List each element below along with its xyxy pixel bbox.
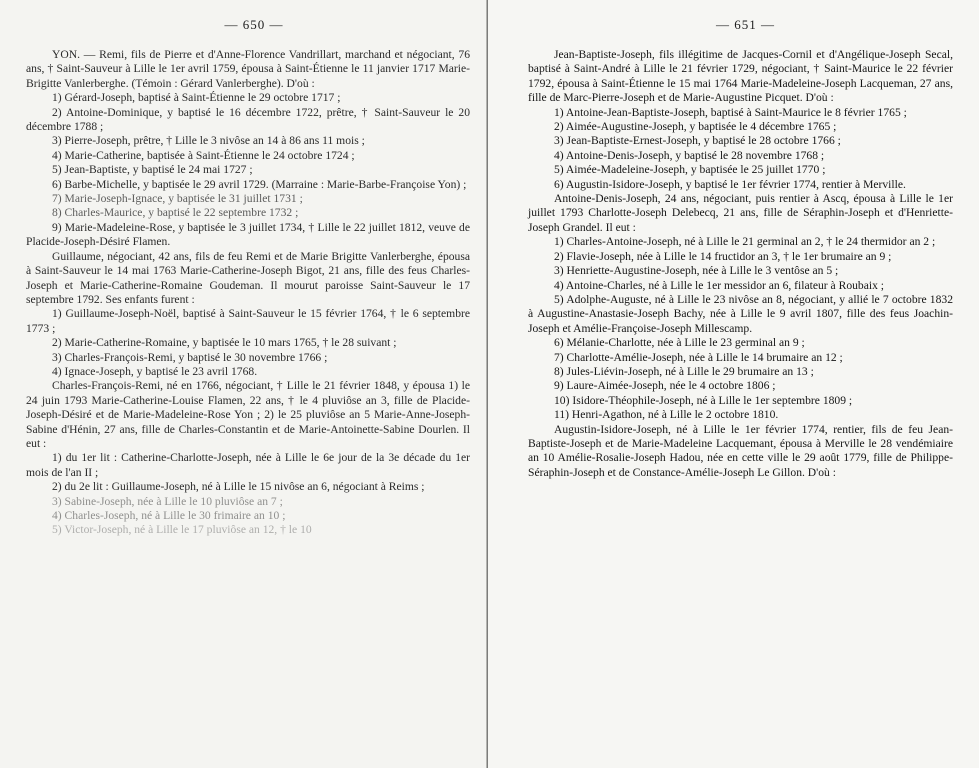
right_page-paragraph: 2) Aimée-Augustine-Joseph, y baptisée le 4 décembre 1765 ; (554, 120, 837, 134)
left_page-paragraph: 3) Sabine-Joseph, née à Lille le 10 pluviôse an 7 ; (52, 494, 283, 508)
left-page (0, 0, 488, 768)
left_page-paragraph: 5) Victor-Joseph, né à Lille le 17 pluviôse an 12, † le 10 (52, 523, 312, 537)
right_page-paragraph: 4) Antoine-Charles, né à Lille le 1er messidor an 6, filateur à Roubaix ; (554, 278, 885, 292)
right_page-paragraph: 8) Jules-Liévin-Joseph, né à Lille le 29 brumaire an 13 ; (554, 364, 814, 378)
right_page-paragraph: 1) Antoine-Jean-Baptiste-Joseph, baptisé à Saint-Maurice le 8 février 1765 ; (554, 105, 907, 119)
right_page-paragraph: 5) Aimée-Madeleine-Joseph, y baptisée le 25 juillet 1770 ; (554, 163, 826, 177)
left_page-paragraph: 2) Antoine-Dominique, y baptisé le 16 décembre 1722, prêtre, † Saint-Sauveur le 20 décembre 1788 ; (26, 105, 470, 134)
right_page-paragraph: 3) Jean-Baptiste-Ernest-Joseph, y baptisé le 28 octobre 1766 ; (554, 134, 841, 148)
right_page-paragraph: 7) Charlotte-Amélie-Joseph, née à Lille le 14 brumaire an 12 ; (554, 350, 843, 364)
left_page-paragraph: 4) Marie-Catherine, baptisée à Saint-Étienne le 24 octobre 1724 ; (52, 148, 355, 162)
right_page-paragraph: 9) Laure-Aimée-Joseph, née le 4 octobre 1806 ; (554, 379, 776, 393)
left_page-paragraph: Charles-François-Remi, né en 1766, négociant, † Lille le 21 février 1848, y épousa 1) le 24 juin 1793 Marie-Catherine-Louise Flamen, 22 ans, † le 4 pluviôse an 3, fille de Placide-Joseph-Désiré et de Marie-Madeleine-Rose Yon ; 2) le 25 pluviôse an 5 Marie-Anne-Joseph-Sabine d'Hénin, 27 ans, fille de Charles-Constantin et de Marie-Antoinette-Sabine Dourlen. Il eut : (26, 379, 470, 450)
right_page-paragraph: 6) Augustin-Isidore-Joseph, y baptisé le 1er février 1774, rentier à Merville. (554, 177, 906, 191)
page-number-right: — 651 — (716, 17, 775, 32)
right_page-paragraph: 11) Henri-Agathon, né à Lille le 2 octobre 1810. (554, 408, 779, 422)
left_page-paragraph: 4) Charles-Joseph, né à Lille le 30 frimaire an 10 ; (52, 509, 286, 522)
left_page-paragraph: 5) Jean-Baptiste, y baptisé le 24 mai 1727 ; (52, 163, 253, 177)
right_page-paragraph: 6) Mélanie-Charlotte, née à Lille le 23 germinal an 9 ; (554, 336, 805, 350)
left-page-text (26, 48, 470, 538)
left_page-paragraph: YON. — Remi, fils de Pierre et d'Anne-Florence Vandrillart, marchand et négociant, 76 ans, † Saint-Sauveur à Lille le 1er avril 1759, épousa à Saint-Étienne le 11 janvier 1717 Marie-Brigitte Vanlerberghe. (Témoin : Gérard Vanlerberghe). D'où : (26, 48, 470, 90)
left_page-paragraph: Guillaume, négociant, 42 ans, fils de feu Remi et de Marie Brigitte Vanlerberghe, épousa à Saint-Sauveur le 14 mai 1763 Marie-Catherine-Joseph Bigot, 21 ans, fille des feus Charles-Joseph et Marie-Catherine-Romaine Goudeman. Il mourut paroisse Saint-Sauveur le 17 septembre 1792. Ses enfants furent : (26, 249, 470, 306)
right-page (488, 0, 979, 768)
right_page-paragraph: Augustin-Isidore-Joseph, né à Lille le 1er février 1774, rentier, fils de feu Jean-Baptiste-Joseph et de Marie-Madeleine Lacquemant, épousa à Merville le 28 vendémiaire an 10 Amélie-Rosalie-Joseph Hadou, née en cette ville le 29 août 1779, fille de Philippe-Séraphin-Joseph et de Constance-Amélie-Joseph Le Gillon. D'où : (528, 422, 953, 479)
left_page-paragraph: 3) Charles-François-Remi, y baptisé le 30 novembre 1766 ; (52, 350, 328, 364)
left_page-paragraph: 4) Ignace-Joseph, y baptisé le 23 avril 1768. (52, 364, 258, 378)
left_page-paragraph: 8) Charles-Maurice, y baptisé le 22 septembre 1732 ; (52, 206, 299, 220)
right-page-text (528, 48, 953, 480)
left_page-paragraph: 9) Marie-Madeleine-Rose, y baptisée le 3 juillet 1734, † Lille le 22 juillet 1812, veuve de Placide-Joseph-Désiré Flamen. (26, 220, 470, 249)
right_page-paragraph: Antoine-Denis-Joseph, 24 ans, négociant, puis rentier à Ascq, épousa à Lille le 1er juillet 1793 Charlotte-Joseph Delebecq, 21 ans, fille de Séraphin-Joseph et d'Henriette-Joseph Grandel. Il eut : (528, 192, 953, 234)
left_page-paragraph: 6) Barbe-Michelle, y baptisée le 29 avril 1729. (Marraine : Marie-Barbe-Françoise Yon) ; (52, 177, 467, 191)
right_page-paragraph: 5) Adolphe-Auguste, né à Lille le 23 nivôse an 8, négociant, y allié le 7 octobre 1832 à Augustine-Anastasie-Joseph Bachy, née à Lille le 9 avril 1807, fille des feus Joachin-Joseph et Amélie-Françoise-Joseph Millescamp. (528, 292, 953, 335)
right_page-paragraph: 10) Isidore-Théophile-Joseph, né à Lille le 1er septembre 1809 ; (554, 393, 853, 407)
page-number-left: — 650 — (224, 17, 284, 32)
right_page-paragraph: 1) Charles-Antoine-Joseph, né à Lille le 21 germinal an 2, † le 24 thermidor an 2 ; (554, 235, 936, 249)
right_page-paragraph: 2) Flavie-Joseph, née à Lille le 14 fructidor an 3, † le 1er brumaire an 9 ; (554, 249, 892, 263)
right_page-paragraph: 3) Henriette-Augustine-Joseph, née à Lille le 3 ventôse an 5 ; (554, 264, 839, 278)
left_page-paragraph: 1) Gérard-Joseph, baptisé à Saint-Étienne le 29 octobre 1717 ; (52, 91, 341, 105)
right_page-paragraph: Jean-Baptiste-Joseph, fils illégitime de Jacques-Cornil et d'Angélique-Joseph Secal, baptisé à Saint-André à Lille le 21 février 1729, négociant, † Saint-Maurice le 22 février 1792, épousa à Saint-Étienne le 15 mai 1764 Marie-Madeleine-Joseph Lacqueman, 27 ans, fille de Marc-Pierre-Joseph et de Marie-Augustine Picquet. D'où : (528, 48, 953, 105)
left_page-paragraph: 1) Guillaume-Joseph-Noël, baptisé à Saint-Sauveur le 15 février 1764, † le 6 septembre 1773 ; (26, 307, 470, 335)
right_page-paragraph: 4) Antoine-Denis-Joseph, y baptisé le 28 novembre 1768 ; (554, 148, 825, 162)
left_page-paragraph: 2) du 2e lit : Guillaume-Joseph, né à Lille le 15 nivôse an 6, négociant à Reims ; (52, 480, 425, 494)
left_page-paragraph: 3) Pierre-Joseph, prêtre, † Lille le 3 nivôse an 14 à 86 ans 11 mois ; (52, 134, 365, 148)
left_page-paragraph: 2) Marie-Catherine-Romaine, y baptisée le 10 mars 1765, † le 28 suivant ; (52, 336, 397, 350)
left_page-paragraph: 7) Marie-Joseph-Ignace, y baptisée le 31 juillet 1731 ; (52, 192, 303, 206)
left_page-paragraph: 1) du 1er lit : Catherine-Charlotte-Joseph, née à Lille le 6e jour de la 3e décade du 1er mois de l'an II ; (26, 451, 470, 479)
